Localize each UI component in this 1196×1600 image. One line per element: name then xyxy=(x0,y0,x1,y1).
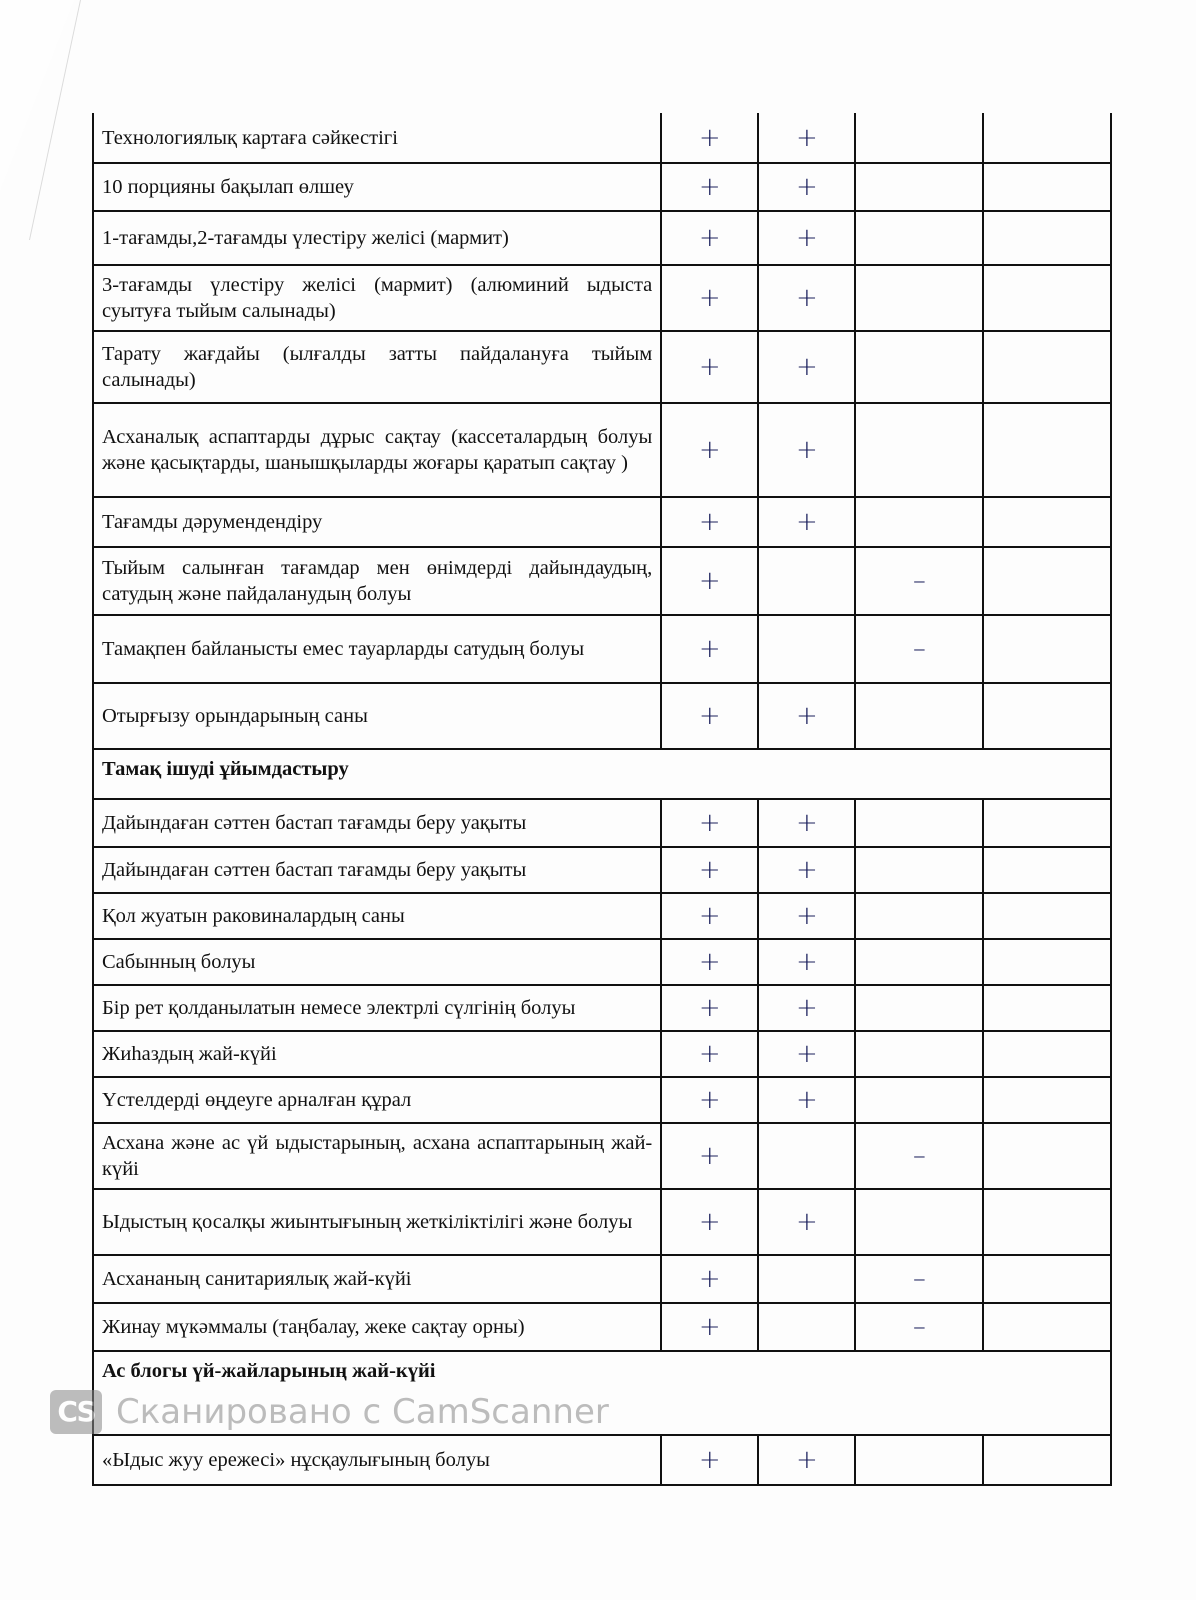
mark-cell-col3: – xyxy=(855,1303,983,1351)
table-row xyxy=(93,113,1111,163)
mark-cell-col2 xyxy=(758,1123,855,1189)
mark-cell-col4 xyxy=(983,799,1111,847)
mark-cell-col4 xyxy=(983,1303,1111,1351)
mark-cell-col1: + xyxy=(661,211,758,265)
mark-cell-col2: + xyxy=(758,1189,855,1255)
criterion-label: Дайындаған сәттен бастап тағамды беру уақыты xyxy=(93,799,661,847)
table-row xyxy=(93,331,1111,403)
table-row xyxy=(93,1435,1111,1485)
mark-cell-col1: + xyxy=(661,331,758,403)
mark-cell-col3 xyxy=(855,163,983,211)
mark-cell-col2: + xyxy=(758,1435,855,1485)
mark-cell-col1: + xyxy=(661,893,758,939)
section-title: Ас блогы үй-жайларының жай-күйі xyxy=(102,1360,436,1382)
table-row xyxy=(93,985,1111,1031)
table-row xyxy=(93,1255,1111,1303)
mark-cell-col3: – xyxy=(855,1123,983,1189)
mark-cell-col4 xyxy=(983,113,1111,163)
mark-cell-col1: + xyxy=(661,497,758,547)
mark-cell-col1: + xyxy=(661,615,758,683)
table-row xyxy=(93,497,1111,547)
table-row xyxy=(93,939,1111,985)
mark-cell-col3 xyxy=(855,403,983,497)
mark-cell-col2: + xyxy=(758,331,855,403)
mark-cell-col2: + xyxy=(758,985,855,1031)
criterion-label: Асханалық аспаптарды дұрыс сақтау (кассеталардың болуы және қасықтарды, шанышқыларды жоғары қаратып сақтау ) xyxy=(93,403,661,497)
criterion-label: Тарату жағдайы (ылғалды затты пайдалануға тыйым салынады) xyxy=(93,331,661,403)
mark-cell-col1: + xyxy=(661,1303,758,1351)
mark-cell-col4 xyxy=(983,403,1111,497)
table-row xyxy=(93,847,1111,893)
criterion-label: Жиһаздың жай-күйі xyxy=(93,1031,661,1077)
camscanner-watermark xyxy=(50,1390,1102,1434)
mark-cell-col4 xyxy=(983,847,1111,893)
mark-cell-col3 xyxy=(855,939,983,985)
mark-cell-col2 xyxy=(758,1255,855,1303)
mark-cell-col4 xyxy=(983,985,1111,1031)
criterion-label: Дайындаған сәттен бастап тағамды беру уақыты xyxy=(93,847,661,893)
mark-cell-col2: + xyxy=(758,1077,855,1123)
criterion-label: Тыйым салынған тағамдар мен өнімдерді дайындаудың, сатудың және пайдаланудың болуы xyxy=(93,547,661,615)
mark-cell-col2: + xyxy=(758,163,855,211)
table-row xyxy=(93,1303,1111,1351)
mark-cell-col3 xyxy=(855,1189,983,1255)
table-row xyxy=(93,1189,1111,1255)
mark-cell-col2: + xyxy=(758,403,855,497)
mark-cell-col2: + xyxy=(758,497,855,547)
mark-cell-col4 xyxy=(983,1435,1111,1485)
mark-cell-col4 xyxy=(983,1255,1111,1303)
mark-cell-col3 xyxy=(855,331,983,403)
mark-cell-col4 xyxy=(983,265,1111,331)
camscanner-logo-icon: CS xyxy=(50,1390,102,1434)
mark-cell-col2: + xyxy=(758,211,855,265)
mark-cell-col4 xyxy=(983,497,1111,547)
table-row xyxy=(93,615,1111,683)
criterion-label: Тамақпен байланысты емес тауарларды сатудың болуы xyxy=(93,615,661,683)
mark-cell-col3 xyxy=(855,893,983,939)
mark-cell-col2: + xyxy=(758,939,855,985)
criterion-label: Қол жуатын раковиналардың саны xyxy=(93,893,661,939)
table-row xyxy=(93,403,1111,497)
mark-cell-col3 xyxy=(855,113,983,163)
mark-cell-col4 xyxy=(983,1189,1111,1255)
mark-cell-col1: + xyxy=(661,1435,758,1485)
criterion-label: Сабынның болуы xyxy=(93,939,661,985)
mark-cell-col4 xyxy=(983,1123,1111,1189)
mark-cell-col1: + xyxy=(661,163,758,211)
mark-cell-col3 xyxy=(855,265,983,331)
mark-cell-col3 xyxy=(855,497,983,547)
mark-cell-col3 xyxy=(855,211,983,265)
inspection-checklist-table xyxy=(57,113,1112,1486)
mark-cell-col1: + xyxy=(661,799,758,847)
mark-cell-col2: + xyxy=(758,799,855,847)
mark-cell-col3 xyxy=(855,1031,983,1077)
mark-cell-col1: + xyxy=(661,1123,758,1189)
criterion-label: Ыдыстың қосалқы жиынтығының жеткіліктілігі және болуы xyxy=(93,1189,661,1255)
mark-cell-col3 xyxy=(855,1077,983,1123)
table-row xyxy=(93,211,1111,265)
mark-cell-col4 xyxy=(983,615,1111,683)
criterion-label: 3-тағамды үлестіру желісі (мармит) (алюминий ыдыста суытуға тыйым салынады) xyxy=(93,265,661,331)
mark-cell-col2 xyxy=(758,547,855,615)
criterion-label: 10 порцияны бақылап өлшеу xyxy=(93,163,661,211)
mark-cell-col1: + xyxy=(661,265,758,331)
criterion-label: Технологиялық картаға сәйкестігі xyxy=(93,113,661,163)
mark-cell-col2: + xyxy=(758,893,855,939)
table-row xyxy=(93,1123,1111,1189)
mark-cell-col1: + xyxy=(661,1189,758,1255)
mark-cell-col3 xyxy=(855,683,983,749)
table-row xyxy=(93,893,1111,939)
mark-cell-col2: + xyxy=(758,113,855,163)
mark-cell-col1: + xyxy=(661,683,758,749)
mark-cell-col1: + xyxy=(661,547,758,615)
mark-cell-col4 xyxy=(983,1031,1111,1077)
mark-cell-col2: + xyxy=(758,683,855,749)
mark-cell-col4 xyxy=(983,547,1111,615)
criterion-label: Тағамды дәрумендендіру xyxy=(93,497,661,547)
criterion-label: Бір рет қолданылатын немесе электрлі сүлгінің болуы xyxy=(93,985,661,1031)
mark-cell-col3 xyxy=(855,847,983,893)
mark-cell-col2: + xyxy=(758,847,855,893)
mark-cell-col4 xyxy=(983,893,1111,939)
table-row xyxy=(93,1031,1111,1077)
mark-cell-col3: – xyxy=(855,547,983,615)
table-row xyxy=(93,163,1111,211)
section-title: Тамақ ішуді ұйымдастыру xyxy=(102,758,349,780)
mark-cell-col1: + xyxy=(661,1255,758,1303)
mark-cell-col4 xyxy=(983,163,1111,211)
mark-cell-col4 xyxy=(983,683,1111,749)
criterion-label: 1-тағамды,2-тағамды үлестіру желісі (мармит) xyxy=(93,211,661,265)
section-header-row xyxy=(93,1351,1111,1435)
mark-cell-col4 xyxy=(983,1077,1111,1123)
mark-cell-col2: + xyxy=(758,1031,855,1077)
criterion-label: Жинау мүкәммалы (таңбалау, жеке сақтау орны) xyxy=(93,1303,661,1351)
scanned-page-edge xyxy=(0,0,81,240)
mark-cell-col4 xyxy=(983,331,1111,403)
mark-cell-col1: + xyxy=(661,403,758,497)
mark-cell-col1: + xyxy=(661,113,758,163)
mark-cell-col1: + xyxy=(661,1077,758,1123)
mark-cell-col3: – xyxy=(855,1255,983,1303)
mark-cell-col1: + xyxy=(661,847,758,893)
table-row xyxy=(93,265,1111,331)
mark-cell-col1: + xyxy=(661,939,758,985)
table-row xyxy=(93,547,1111,615)
criterion-label: Үстелдерді өңдеуге арналған құрал xyxy=(93,1077,661,1123)
mark-cell-col4 xyxy=(983,939,1111,985)
table-row xyxy=(93,683,1111,749)
criterion-label: Асхана және ас үй ыдыстарының, асхана аспаптарының жай-күйі xyxy=(93,1123,661,1189)
mark-cell-col3: – xyxy=(855,615,983,683)
criterion-label: Асхананың санитариялық жай-күйі xyxy=(93,1255,661,1303)
mark-cell-col2: + xyxy=(758,265,855,331)
mark-cell-col3 xyxy=(855,985,983,1031)
criterion-label: «Ыдыс жуу ережесі» нұсқаулығының болуы xyxy=(93,1435,661,1485)
criterion-label: Отырғызу орындарының саны xyxy=(93,683,661,749)
mark-cell-col3 xyxy=(855,799,983,847)
section-cell xyxy=(57,1351,1111,1435)
mark-cell-col1: + xyxy=(661,1031,758,1077)
table-row xyxy=(93,799,1111,847)
mark-cell-col2 xyxy=(758,615,855,683)
mark-cell-col2 xyxy=(758,1303,855,1351)
mark-cell-col1: + xyxy=(661,985,758,1031)
mark-cell-col4 xyxy=(983,211,1111,265)
table-row xyxy=(93,1077,1111,1123)
mark-cell-col3 xyxy=(855,1435,983,1485)
section-cell xyxy=(93,749,1111,799)
watermark-text: Сканировано с CamScanner xyxy=(116,1392,609,1432)
section-header-row xyxy=(93,749,1111,799)
